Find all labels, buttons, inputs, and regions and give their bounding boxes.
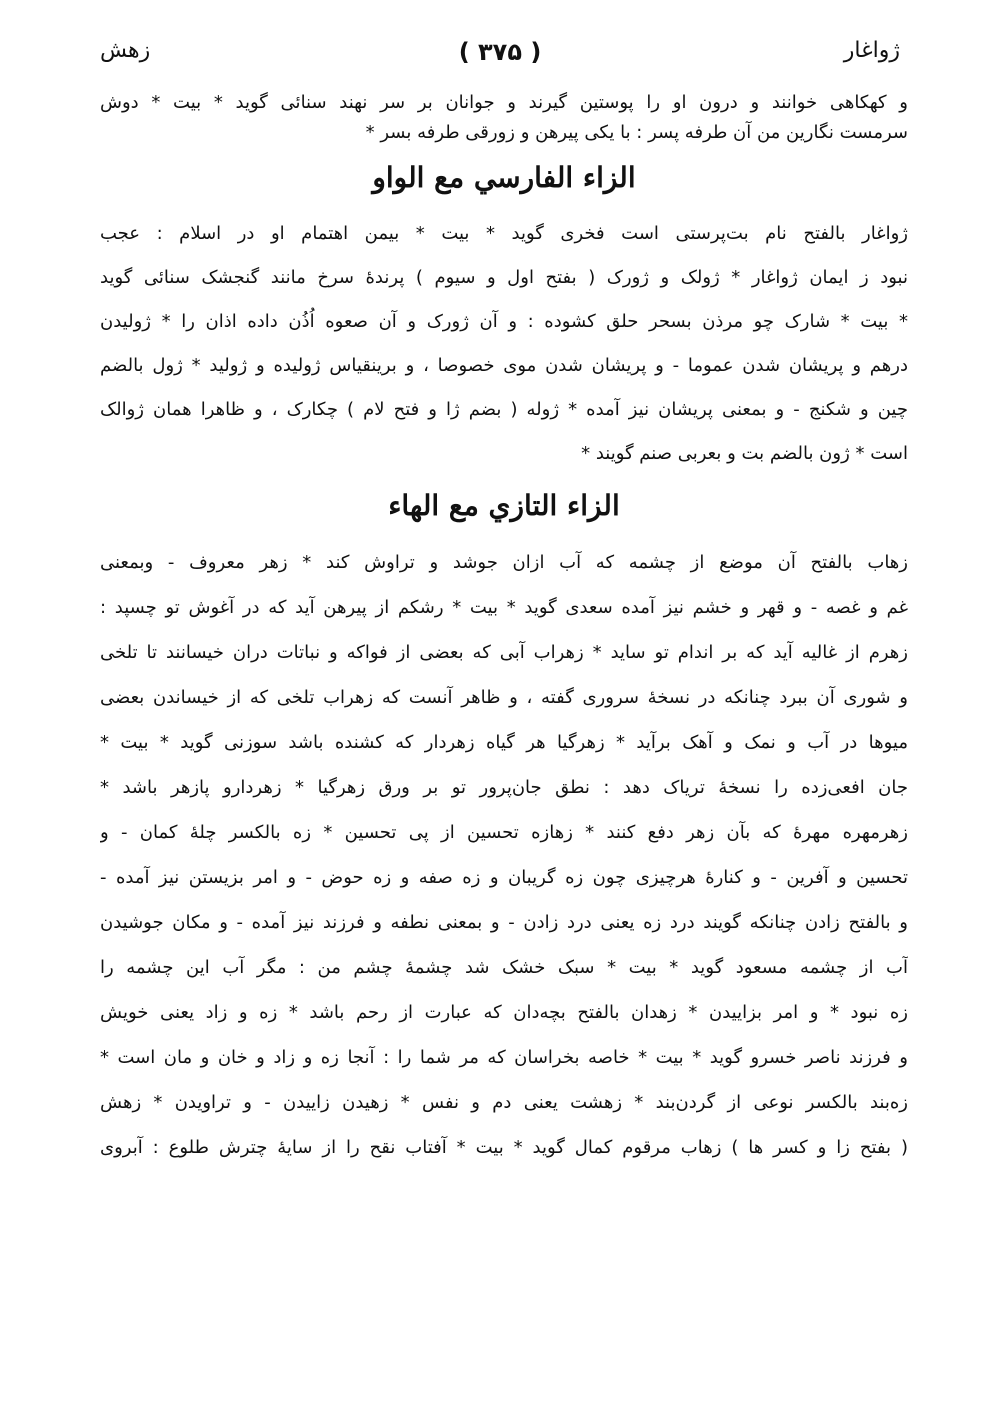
section-heading-zaa-farsi: الزاء الفارسي مع الواو [372,161,636,194]
text-line: زهرم از غالیه آید که بر اندام تو ساید * زهراب آبی که بعضی از فواکه و نباتات دران خیسانند تا تلخی [100,642,908,663]
text-line: آب از چشمه مسعود گوید * بیت * سبک خشک شد چشمهٔ چشم من : مگر آب این چشمه را [100,957,908,978]
text-line: و شوری آن ببرد چنانکه در نسخهٔ سروری گفته ، و ظاهر آنست که زهراب تلخی که از خیساندن بعضی [100,687,908,708]
text-line: زهرمهره مهرهٔ که بآن زهر دفع کنند * زهازه تحسین از پی تحسین * زه بالکسر چلهٔ کمان - و [100,822,908,843]
text-line: و کهکاهی خوانند و درون او را پوستین گیرند و جوانان بر سر نهند سنائی گوید * بیت * دوش [100,92,908,113]
left-catchword: زهش [100,38,151,63]
text-line: ( بفتح زا و کسر ها ) زهاب مرقوم کمال گوید * بیت * آفتاب نقح را از سایهٔ چترش طلوع : آبروی [100,1137,908,1158]
text-line: ژواغار بالفتح نام بت‌پرستی است فخری گوید * بیت * بیمن اهتمام او در اسلام : عجب [100,223,908,244]
text-line: * بیت * شارک چو مرذن بسحر حلق کشوده : و آن ژورک و آن صعوه اُذُن داده اذان را * ژولیدن [100,311,908,332]
text-line: است * ژون بالضم بت و بعربی صنم گویند * [581,443,908,464]
text-line: جان افعی‌زده را نسخهٔ تریاک دهد : نطق جان‌پرور تو بر ورق زهرگیا * زهردارو پازهر باشد * [100,777,908,798]
page-header [100,38,900,78]
page-body [100,88,908,1170]
text-line: سرمست نگارین من آن طرفه پسر : با یکی پیرهن و زورقی طرفه بسر * [365,122,908,143]
text-line: زه نبود * و امر بزاییدن * زهدان بالفتح بچه‌دان که عبارت از رحم باشد * زه و زاد یعنی خویش [100,1002,908,1023]
text-line: غم و غصه - و قهر و خشم نیز آمده سعدی گوید * بیت * رشکم از پیرهن آید که در آغوش تو چسپد : [100,597,908,618]
text-line: نبود ز ایمان ژواغار * ژولک و ژورک ( بفتح اول و سیوم ) پرندهٔ سرخ مانند گنجشک سنائی گوید [100,267,908,288]
right-catchword: ژواغار [843,38,900,63]
text-line: زه‌بند بالکسر نوعی از گردن‌بند * زهشت یعنی دم و نفس * زهیدن زاییدن - و تراویدن * زهش [100,1092,908,1113]
text-line: زهاب بالفتح آن موضع از چشمه که آب ازان جوشد و تراوش کند * زهر معروف - وبمعنی [100,552,908,573]
text-line: تحسین و آفرین - و کنارهٔ هرچیزی چون زه گریبان و زه صفه و زه حوض - و امر بزیستن نیز آمده - [100,867,908,888]
text-line: چین و شکنج - و بمعنی پریشان نیز آمده * ژوله ( بضم ژا و فتح لام ) چکارک ، و ظاهرا همان ژوالک [100,399,908,420]
text-line: میوها در آب و نمک و آهک برآید * زهرگیا هر گیاه زهردار که کشنده باشد سوزنی گوید * بیت * [100,732,908,753]
text-line: و بالفتح زادن چنانکه گویند درد زه یعنی درد زادن - و بمعنی نطفه و فرزند نیز آمده - و مکان جوشیدن [100,912,908,933]
text-line: درهم و پریشان شدن عموما - و پریشان شدن موی خصوصا ، و برینقیاس ژولیده و ژولید * ژول بالضم [100,355,908,376]
text-line: و فرزند ناصر خسرو گوید * بیت * خاصه بخراسان که مر شما را : آنجا زه و زاد و خان و مان است * [100,1047,908,1068]
section-heading-zaa-tazi: الزاء التازي مع الهاء [388,489,620,522]
page-number: ( ۳۷۵ ) [458,38,542,66]
